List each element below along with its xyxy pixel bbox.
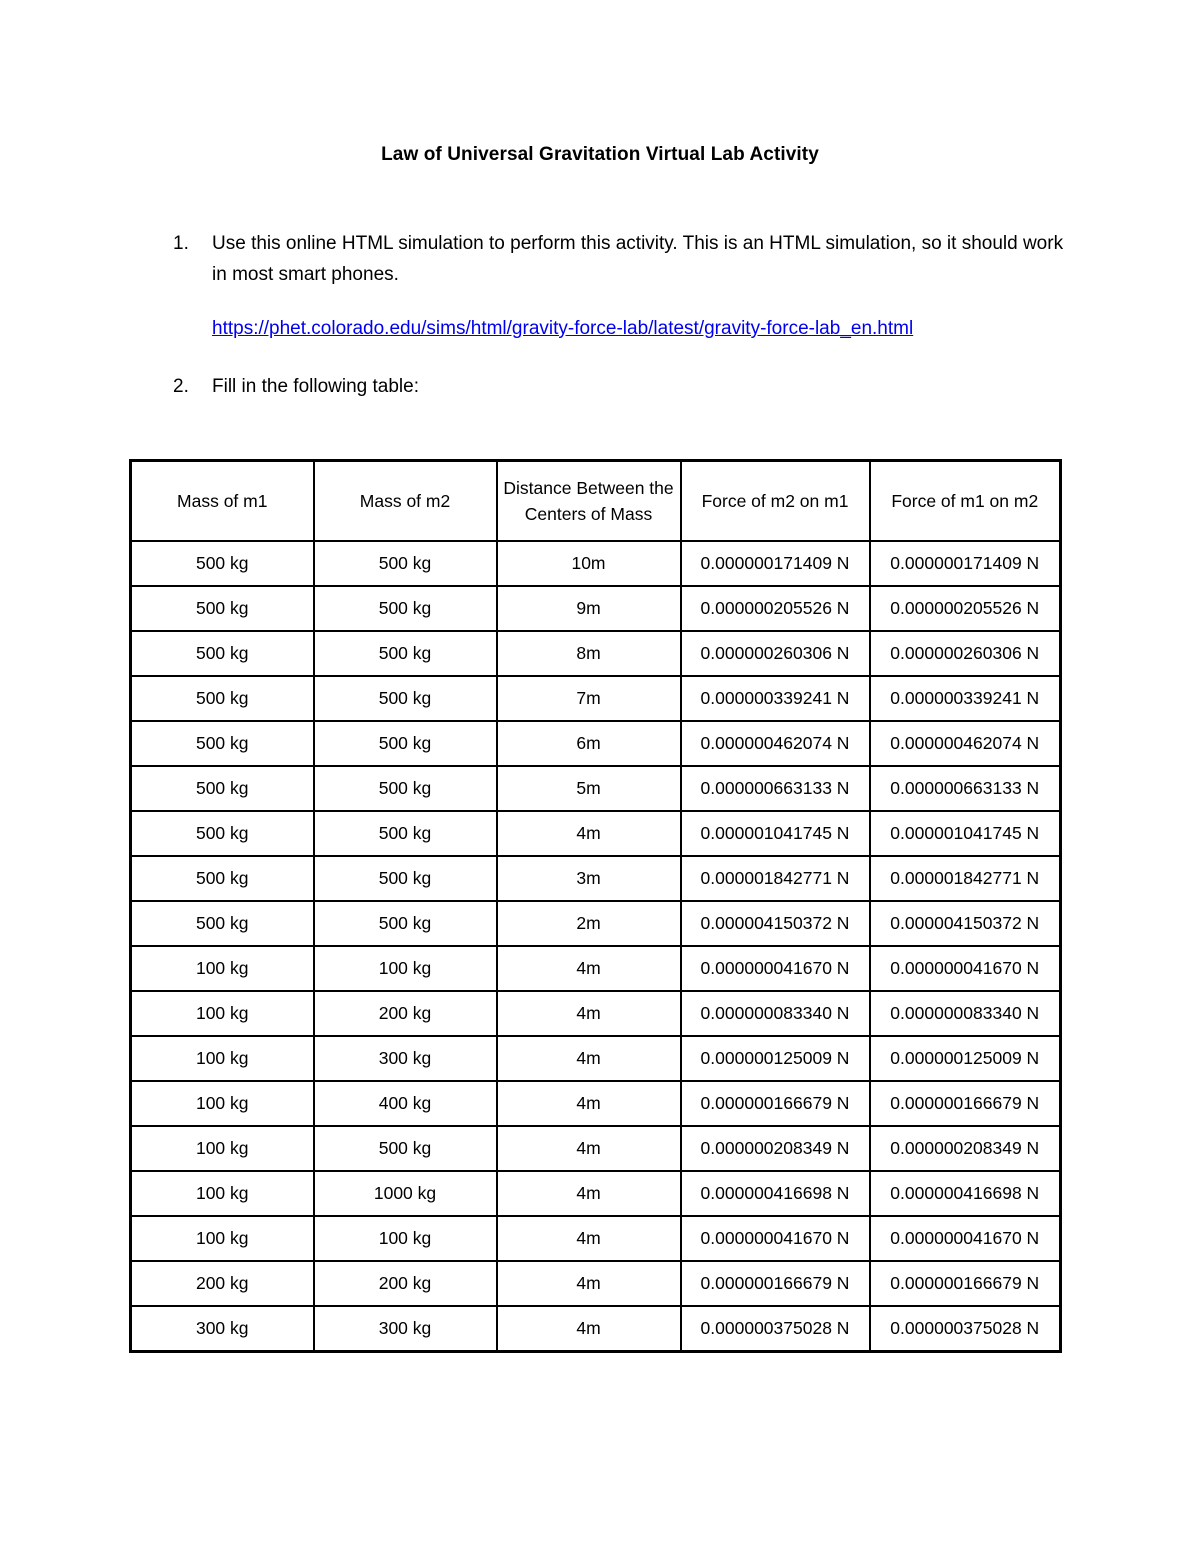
cell-force-m1-on-m2: 0.000000663133 N (870, 766, 1061, 811)
table-row (131, 676, 1061, 721)
table-row (131, 631, 1061, 676)
table-row (131, 901, 1061, 946)
table-row (131, 811, 1061, 856)
cell-force-m1-on-m2: 0.000000260306 N (870, 631, 1061, 676)
cell-force-m1-on-m2: 0.000000416698 N (870, 1171, 1061, 1216)
cell-mass-m1: 100 kg (131, 946, 314, 991)
cell-mass-m2: 500 kg (314, 631, 497, 676)
cell-mass-m2: 100 kg (314, 1216, 497, 1261)
cell-mass-m1: 500 kg (131, 721, 314, 766)
cell-mass-m2: 300 kg (314, 1036, 497, 1081)
instruction-step-2 (173, 371, 1073, 402)
cell-force-m2-on-m1: 0.000004150372 N (681, 901, 870, 946)
cell-mass-m1: 500 kg (131, 856, 314, 901)
cell-force-m1-on-m2: 0.000004150372 N (870, 901, 1061, 946)
cell-mass-m2: 500 kg (314, 586, 497, 631)
cell-mass-m1: 500 kg (131, 676, 314, 721)
simulation-link[interactable]: https://phet.colorado.edu/sims/html/gravity-force-lab/latest/gravity-force-lab_en.html (212, 318, 914, 339)
table-row (131, 1171, 1061, 1216)
header-force-m1-on-m2: Force of m1 on m2 (870, 461, 1061, 542)
cell-force-m1-on-m2: 0.000000041670 N (870, 1216, 1061, 1261)
cell-force-m2-on-m1: 0.000000125009 N (681, 1036, 870, 1081)
cell-mass-m1: 500 kg (131, 541, 314, 586)
cell-force-m2-on-m1: 0.000001041745 N (681, 811, 870, 856)
cell-distance: 5m (497, 766, 681, 811)
cell-mass-m1: 100 kg (131, 1036, 314, 1081)
cell-distance: 6m (497, 721, 681, 766)
cell-distance: 2m (497, 901, 681, 946)
cell-mass-m2: 500 kg (314, 541, 497, 586)
cell-force-m2-on-m1: 0.000000339241 N (681, 676, 870, 721)
cell-mass-m1: 100 kg (131, 991, 314, 1036)
cell-force-m1-on-m2: 0.000000125009 N (870, 1036, 1061, 1081)
cell-mass-m1: 500 kg (131, 766, 314, 811)
table-row (131, 1081, 1061, 1126)
cell-force-m1-on-m2: 0.000000041670 N (870, 946, 1061, 991)
cell-force-m2-on-m1: 0.000000041670 N (681, 1216, 870, 1261)
table-row (131, 1306, 1061, 1352)
cell-force-m2-on-m1: 0.000000416698 N (681, 1171, 870, 1216)
cell-distance: 10m (497, 541, 681, 586)
cell-mass-m1: 100 kg (131, 1216, 314, 1261)
cell-mass-m1: 500 kg (131, 631, 314, 676)
cell-mass-m1: 100 kg (131, 1081, 314, 1126)
cell-distance: 4m (497, 811, 681, 856)
cell-mass-m2: 500 kg (314, 901, 497, 946)
cell-force-m1-on-m2: 0.000001041745 N (870, 811, 1061, 856)
cell-mass-m2: 500 kg (314, 766, 497, 811)
cell-force-m2-on-m1: 0.000000166679 N (681, 1261, 870, 1306)
page-title: Law of Universal Gravitation Virtual Lab Activity (381, 144, 819, 165)
step-number: 1. (173, 233, 189, 254)
table-row (131, 1216, 1061, 1261)
cell-distance: 8m (497, 631, 681, 676)
cell-mass-m1: 500 kg (131, 586, 314, 631)
cell-mass-m2: 1000 kg (314, 1171, 497, 1216)
cell-force-m2-on-m1: 0.000000260306 N (681, 631, 870, 676)
header-distance: Distance Between the Centers of Mass (497, 461, 681, 542)
cell-distance: 4m (497, 1081, 681, 1126)
cell-distance: 3m (497, 856, 681, 901)
cell-force-m1-on-m2: 0.000000171409 N (870, 541, 1061, 586)
table-row (131, 1036, 1061, 1081)
cell-force-m1-on-m2: 0.000001842771 N (870, 856, 1061, 901)
cell-force-m1-on-m2: 0.000000166679 N (870, 1261, 1061, 1306)
cell-mass-m1: 500 kg (131, 901, 314, 946)
cell-mass-m1: 500 kg (131, 811, 314, 856)
cell-mass-m2: 200 kg (314, 1261, 497, 1306)
cell-force-m2-on-m1: 0.000000041670 N (681, 946, 870, 991)
cell-force-m1-on-m2: 0.000000208349 N (870, 1126, 1061, 1171)
cell-mass-m2: 200 kg (314, 991, 497, 1036)
cell-distance: 4m (497, 991, 681, 1036)
cell-force-m2-on-m1: 0.000000375028 N (681, 1306, 870, 1352)
cell-force-m1-on-m2: 0.000000339241 N (870, 676, 1061, 721)
table-row (131, 946, 1061, 991)
cell-mass-m2: 500 kg (314, 811, 497, 856)
table-row (131, 721, 1061, 766)
cell-force-m2-on-m1: 0.000000205526 N (681, 586, 870, 631)
cell-force-m2-on-m1: 0.000000462074 N (681, 721, 870, 766)
cell-force-m2-on-m1: 0.000000208349 N (681, 1126, 870, 1171)
table-row (131, 1261, 1061, 1306)
cell-distance: 4m (497, 946, 681, 991)
cell-distance: 7m (497, 676, 681, 721)
table-row (131, 856, 1061, 901)
table-row (131, 991, 1061, 1036)
instruction-step-1 (173, 228, 1073, 290)
cell-force-m1-on-m2: 0.000000083340 N (870, 991, 1061, 1036)
cell-mass-m2: 300 kg (314, 1306, 497, 1352)
cell-mass-m2: 400 kg (314, 1081, 497, 1126)
cell-force-m2-on-m1: 0.000000171409 N (681, 541, 870, 586)
cell-distance: 4m (497, 1216, 681, 1261)
cell-mass-m2: 500 kg (314, 676, 497, 721)
table-row (131, 1126, 1061, 1171)
table-row (131, 586, 1061, 631)
cell-mass-m2: 100 kg (314, 946, 497, 991)
cell-mass-m2: 500 kg (314, 721, 497, 766)
cell-force-m1-on-m2: 0.000000166679 N (870, 1081, 1061, 1126)
cell-mass-m1: 200 kg (131, 1261, 314, 1306)
cell-mass-m2: 500 kg (314, 1126, 497, 1171)
table-row (131, 766, 1061, 811)
cell-force-m1-on-m2: 0.000000205526 N (870, 586, 1061, 631)
header-mass-m2: Mass of m2 (314, 461, 497, 542)
cell-force-m1-on-m2: 0.000000462074 N (870, 721, 1061, 766)
cell-force-m2-on-m1: 0.000000083340 N (681, 991, 870, 1036)
cell-mass-m1: 100 kg (131, 1126, 314, 1171)
cell-mass-m1: 100 kg (131, 1171, 314, 1216)
cell-distance: 4m (497, 1171, 681, 1216)
gravitation-data-table (129, 459, 1062, 1353)
cell-mass-m1: 300 kg (131, 1306, 314, 1352)
header-force-m2-on-m1: Force of m2 on m1 (681, 461, 870, 542)
cell-distance: 4m (497, 1126, 681, 1171)
table-body (131, 541, 1061, 1352)
cell-force-m2-on-m1: 0.000001842771 N (681, 856, 870, 901)
header-mass-m1: Mass of m1 (131, 461, 314, 542)
cell-force-m2-on-m1: 0.000000166679 N (681, 1081, 870, 1126)
cell-mass-m2: 500 kg (314, 856, 497, 901)
table-row (131, 541, 1061, 586)
step-text: Fill in the following table: (212, 376, 419, 397)
step-number: 2. (173, 376, 189, 397)
cell-distance: 9m (497, 586, 681, 631)
table-header-row (131, 461, 1061, 542)
cell-force-m1-on-m2: 0.000000375028 N (870, 1306, 1061, 1352)
step-text: Use this online HTML simulation to perform this activity. This is an HTML simulation, so it should work in most smart phones. (212, 233, 1064, 285)
cell-force-m2-on-m1: 0.000000663133 N (681, 766, 870, 811)
cell-distance: 4m (497, 1261, 681, 1306)
cell-distance: 4m (497, 1036, 681, 1081)
cell-distance: 4m (497, 1306, 681, 1352)
